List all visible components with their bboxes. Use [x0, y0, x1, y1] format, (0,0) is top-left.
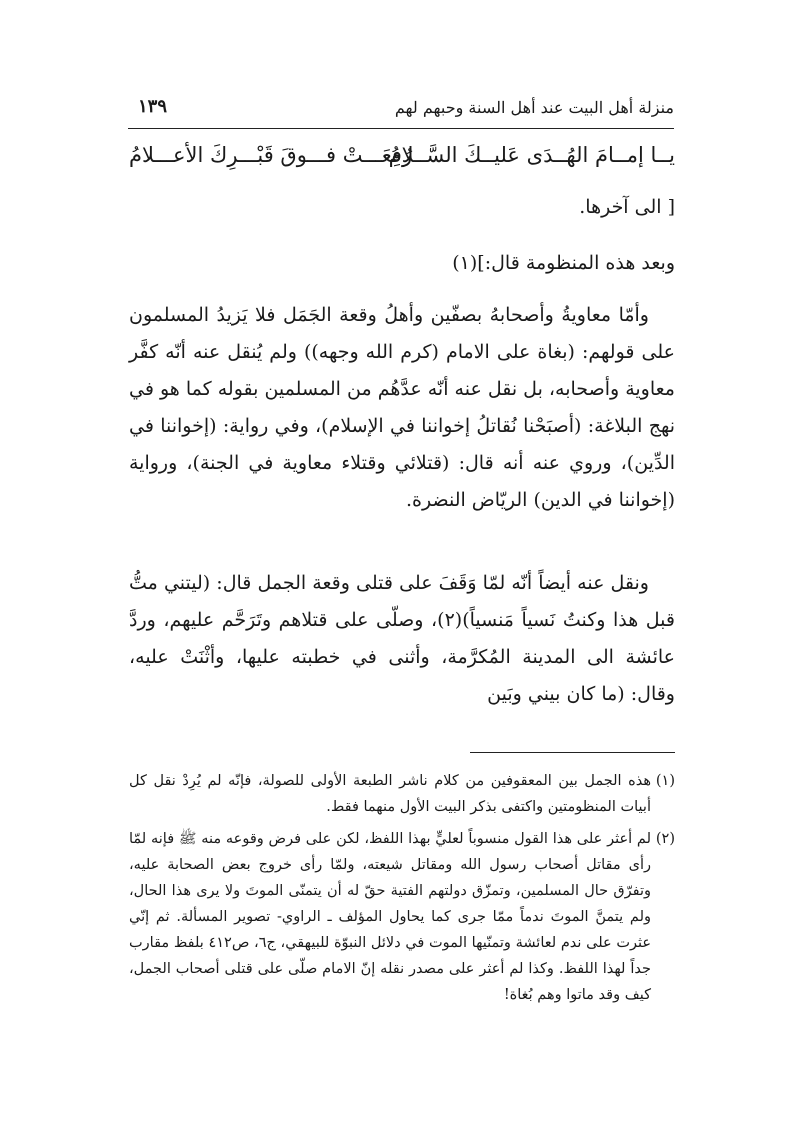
verse-second-hemistich: رُفِعَـــتْ فـــوقَ قَبْـــرِكَ الأعـــلامُ [129, 143, 413, 167]
footnote-2-text: لم أعثر على هذا القول منسوباً لعليٍّ بهذا اللفظ، لكن على فرض وقوعه منه ﷺ فإنه لمّا رأى مقاتل أصحاب رسول الله ومقاتل شيعته، ولمّا رأى خروج بعض الصحابة عليه، وتفرّق حال المسلمين، وتمزّق دولتهم الفتية حقّ له أن يتمنّى الموتَ ولا يرى هذا الحال، ولم يتمنَّ الموتَ ندماً ممّا جرى كما يحاول المؤلف ـ الراوي- تصوير المسألة. ثم إنّي عثرت على ندم لعائشة وتمنّيها الموت في دلائل النبوّة للبيهقي، ج٦، ص٤١٢ بلفظ مقارب جداً لهذا اللفظ. وكذا لم أعثر على مصدر نقله إنّ الامام صلّى على قتلى أصحاب الجمل، كيف وقد ماتوا وهم بُغاة! [129, 831, 652, 1003]
verse-first-hemistich: يــا إمــامَ الهُــدَى عَليــكَ السَّــلامُ [388, 143, 675, 167]
footnote-2 [129, 826, 675, 1008]
footnote-1 [129, 768, 675, 820]
footnote-1-number: (١) [655, 773, 675, 789]
line-to-end: [ الى آخرها. [579, 196, 675, 218]
poem-verse [129, 143, 675, 183]
paragraph-muawiya: وأمّا معاويةُ وأصحابهُ بصفّين وأهلُ وقعة الجَمَل فلا يَزيدُ المسلمون على قولهم: (بغاة على الامام (كرم الله وجهه)) ولم يُنقل عنه أنّه كفَّر معاوية وأصحابه، بل نقل عنه أنّه عدَّهُم من المسلمين بقوله كما هو في نهج البلاغة: (أصبَحْنا نُقاتلُ إخواننا في الإسلام)، وفي رواية: (إخواننا في الدِّين)، وروي عنه أنه قال: (قتلائي وقتلاء معاوية في الجنة)، ورواية (إخواننا في الدين) الريّاض النضرة. [129, 304, 675, 511]
line-after-poem: وبعد هذه المنظومة قال:](١) [452, 252, 675, 274]
footnote-separator [470, 752, 675, 753]
footnote-1-text: هذه الجمل بين المعقوفين من كلام ناشر الطبعة الأولى للصولة، فإنّه لم يُرِدْ نقل كل أبيات المنظومتين واكتفى بذكر البيت الأول منهما فقط. [129, 773, 651, 815]
header-title: منزلة أهل البيت عند أهل السنة وحبهم لهم [394, 98, 674, 117]
running-header [128, 92, 674, 129]
paragraph-camel: ونقل عنه أيضاً أنّه لمّا وَقَفَ على قتلى وقعة الجمل قال: (ليتني متُّ قبل هذا وكنتُ نَسياً مَنسياً)(٢)، وصلّى على قتلاهم وتَرَحَّم عليهم، وردَّ عائشة الى المدينة المُكرَّمة، وأثنى في خطبته عليها، وأثْنَتْ عليه، وقال: (ما كان بيني وبَين [129, 572, 676, 705]
footnote-2-number: (٢) [655, 831, 675, 847]
page-number: ١٣٩ [138, 96, 168, 117]
